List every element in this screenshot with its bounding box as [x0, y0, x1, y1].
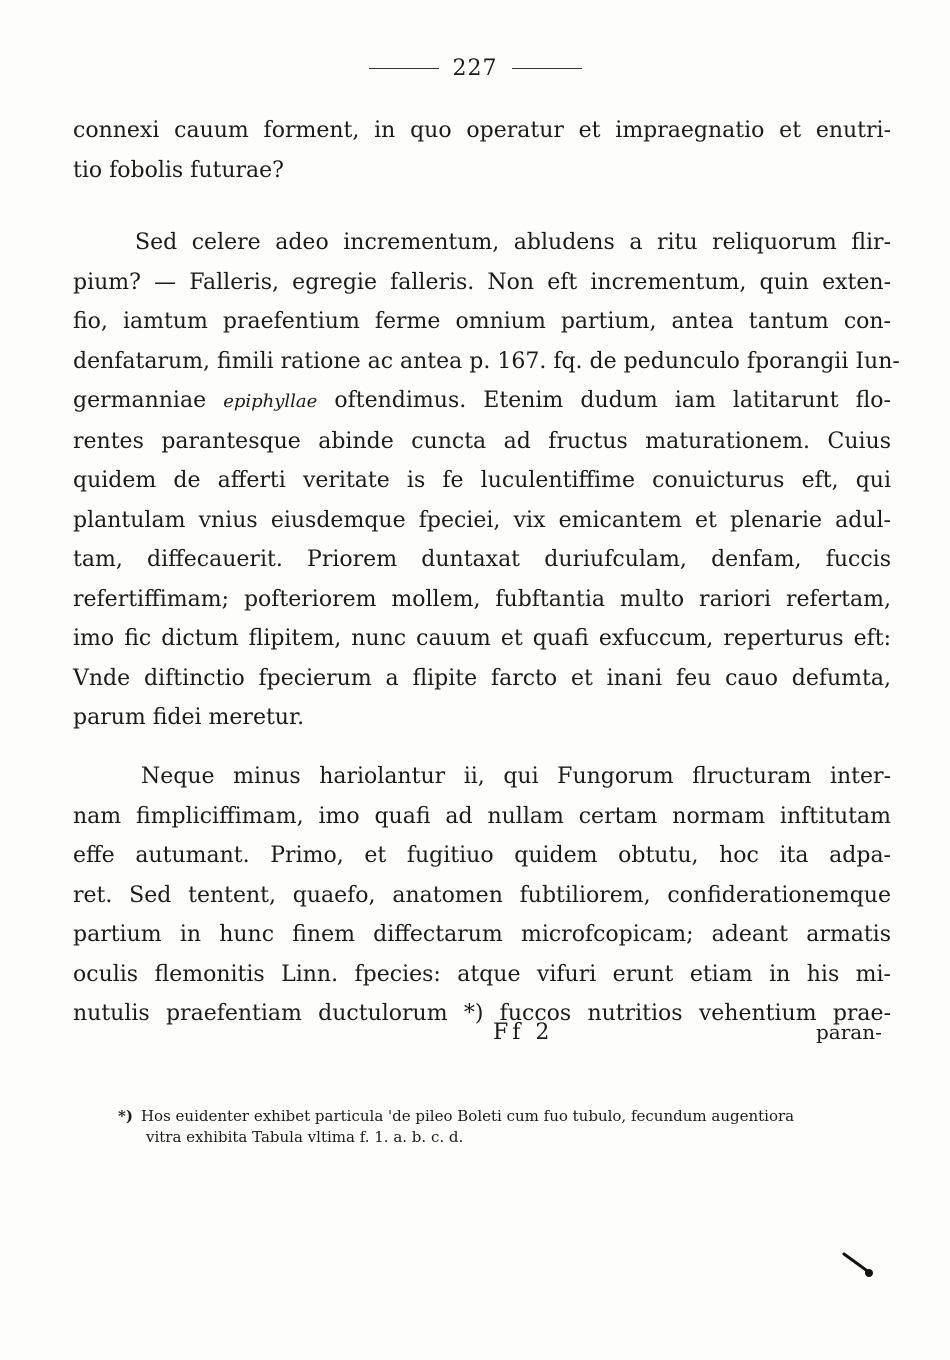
text-line: plantulam vnius eiusdemque fpeciei, vix emicantem et plenarie adul-	[73, 507, 891, 533]
text-line: refertiffimam; pofteriorem mollem, fubftantia multo rariori refertam,	[73, 586, 891, 612]
paragraph-3	[73, 757, 891, 1034]
text-line: tio fobolis futurae?	[73, 157, 284, 183]
text-line: Sed celere adeo incrementum, abludens a ritu reliquorum flir-	[135, 230, 891, 255]
text-line: nam fimpliciffimam, imo quafi ad nullam certam normam inftitutam	[73, 803, 891, 829]
text-fragment: oftendimus. Etenim dudum iam latitarunt flo-	[317, 388, 891, 413]
text-line: tam, diffecauerit. Priorem duntaxat duriufculam, denfam, fuccis	[73, 547, 891, 572]
page-header	[0, 56, 950, 81]
page-number: 227	[452, 56, 498, 81]
text-line: ret. Sed tentent, quaefo, anatomen fubtiliorem, confiderationemque	[73, 882, 891, 908]
text-line-with-italic	[73, 381, 891, 422]
italic-species-name: epiphyllae	[223, 391, 318, 412]
text-line: connexi cauum forment, in quo operatur et impraegnatio et enutri-	[73, 118, 891, 143]
header-rule-left	[369, 68, 439, 69]
footnote-line: Hos euidenter exhibet particula 'de pileo Boleti cum fuo tubulo, fecundum augentiora	[140, 1107, 795, 1125]
text-line: denfatarum, fimili ratione ac antea p. 167. fq. de pedunculo fporangii Iun-	[73, 348, 900, 374]
ink-blot-mark	[842, 1248, 876, 1282]
text-line: Vnde diftinctio fpecierum a flipite farcto et inani feu cauo defumta,	[73, 665, 891, 691]
footnote-line: vitra exhibita Tabula vltima f. 1. a. b. c. d.	[146, 1128, 464, 1146]
text-fragment: germanniae	[73, 388, 224, 413]
paragraph-1	[73, 111, 891, 190]
text-line: oculis flemonitis Linn. fpecies: atque vifuri erunt etiam in his mi-	[73, 961, 891, 987]
text-line: quidem de afferti veritate is fe luculentiffime conuicturus eft, qui	[73, 468, 891, 493]
text-line: Neque minus hariolantur ii, qui Fungorum flructuram inter-	[141, 764, 891, 789]
paragraph-2	[73, 223, 900, 738]
text-line: parum fidei meretur.	[73, 705, 305, 730]
header-rule-right	[512, 68, 582, 69]
text-line: nutulis praefentiam ductulorum *) fuccos nutritios vehentium prae-	[73, 1001, 891, 1026]
footnote-marker: *)	[118, 1107, 133, 1125]
text-line: pium? — Falleris, egregie falleris. Non eft incrementum, quin exten-	[73, 269, 891, 295]
text-line: partium in hunc finem diffectarum microfcopicam; adeant armatis	[73, 922, 891, 947]
footnote	[118, 1106, 893, 1148]
text-line: imo fic dictum flipitem, nunc cauum et quafi exfuccum, reperturus eft:	[73, 626, 891, 651]
text-line: fio, iamtum praefentium ferme omnium partium, antea tantum con-	[73, 309, 891, 334]
catchword: paran-	[816, 1020, 882, 1044]
signature-mark: Ff 2	[493, 1020, 554, 1045]
text-line: rentes parantesque abinde cuncta ad fructus maturationem. Cuius	[73, 428, 891, 454]
text-line: effe autumant. Primo, et fugitiuo quidem obtutu, hoc ita adpa-	[73, 843, 891, 868]
